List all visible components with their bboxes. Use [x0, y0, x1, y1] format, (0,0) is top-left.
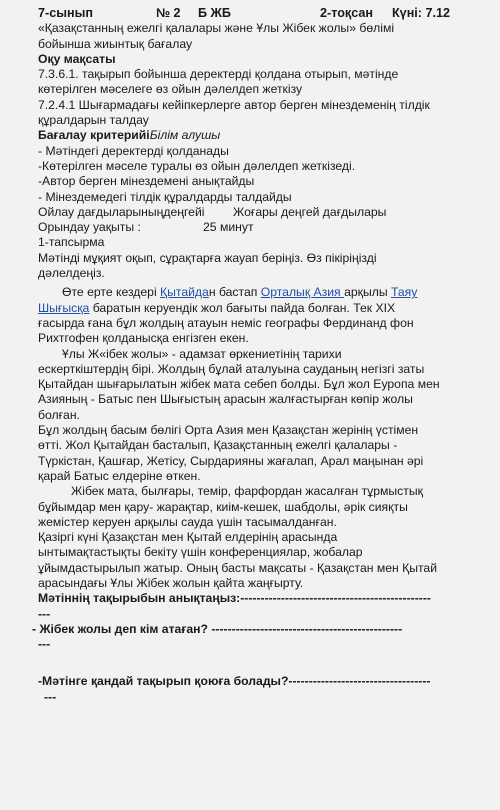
date-label: Күні: 7.12	[392, 6, 451, 20]
answer-line-3[interactable]: ---	[44, 689, 57, 704]
quarter-label: 2-тоқсан	[320, 6, 373, 20]
link-east[interactable]: Шығысқа	[38, 300, 90, 315]
question-3: -Мәтінге қандай тақырып қоюға болады?-----------------------------------	[38, 674, 431, 689]
link-china[interactable]: Қытайда	[160, 285, 209, 300]
grade-label: 7-сынып	[38, 6, 93, 20]
aim-line: 7.3.6.1. тақырып бойынша деректерді қолдана отырып, мәтінде	[38, 67, 399, 82]
title-line-2: бойынша жиынтық бағалау	[38, 36, 193, 51]
time-value: 25 минут	[203, 220, 254, 235]
text-paragraph-3: Бұл жолдың басым бөлігі Орта Азия мен Қазақстан жерінің үстімен	[38, 423, 419, 438]
title-line-1: «Қазақстанның ежелгі қалалары және Ұлы Жібек жолы» бөлімі	[38, 21, 395, 36]
answer-line-1[interactable]: ---	[38, 606, 51, 621]
criteria-item: - Мәтіндегі деректерді қолданады	[38, 143, 229, 158]
criteria-item: -Көтерілген мәселе туралы өз ойын дәлелдеп жеткізеді.	[38, 158, 356, 173]
text-paragraph-4: Жібек мата, былғары, темір, фарфордан жасалған тұрмыстық	[71, 484, 423, 499]
criteria-heading	[38, 128, 470, 143]
text-paragraph-2: Ұлы Ж«ібек жолы» - адамзат өркениетінің тарихи	[62, 346, 342, 361]
assessment-type: Б ЖБ	[198, 6, 231, 20]
task-instruction: Мәтінді мұқият оқып, сұрақтарға жауап беріңіз. Өз пікіріңізді	[38, 250, 377, 265]
criteria-item: - Мінездемедегі тілдік құралдарды талдайды	[38, 189, 292, 204]
levels-value: Жоғары деңгей дағдылары	[233, 204, 387, 219]
duration	[38, 220, 470, 235]
criteria-heading-bold: Бағалау критерийі	[38, 128, 150, 143]
answer-line-2[interactable]: ---	[38, 637, 51, 652]
criteria-heading-italic: Білім алушы	[149, 128, 221, 143]
text-paragraph-5: Қазіргі күні Қазақстан мен Қытай елдерінің арасында	[38, 530, 338, 545]
time-label: Орындау уақыты :	[38, 220, 141, 235]
thinking-levels	[38, 205, 470, 220]
question-1: Мәтіннің тақырыбын анықтаңыз:-----------------------------------------------	[38, 591, 431, 606]
number-label: № 2	[156, 6, 181, 20]
task-instruction: дәлелдеңіз.	[38, 266, 105, 281]
aim-heading: Оқу мақсаты	[38, 51, 116, 66]
criteria-item: -Автор берген мінездемені анықтайды	[38, 174, 255, 189]
aim-line: 7.2.4.1 Шығармадағы кейіпкерлерге автор берген мінездеменің тілдік	[38, 97, 430, 112]
text-paragraph-1: Өте ерте кездері Қытайдан бастап Орталық Азия арқылы Таяу	[62, 285, 418, 300]
aim-line: құралдарын талдау	[38, 113, 149, 128]
question-2: - Жібек жолы деп кім атаған? -----------------------------------------------	[32, 621, 403, 636]
task-title: 1-тапсырма	[38, 235, 105, 250]
worksheet-header	[38, 6, 470, 21]
link-central-asia[interactable]: Орталық Азия	[260, 285, 345, 300]
link-near-east[interactable]: Таяу	[390, 285, 418, 300]
worksheet-page: 7-сынып № 2 Б ЖБ 2-тоқсан Күні: 7.12 «Қазақстанның ежелгі қалалары және Ұлы Жібек жолы» бөлімі бойынша жиынтық бағалау Оқу мақсаты 7.3.6.1. тақырып бойынша деректерді қолдана отырып, мәтінде көтерілген мәселеге өз ойын дәлелдеп жеткізу 7.2.4.1 Шығармадағы кейіпкерлерге автор берген мінездеменің тілдік құралдарын талдау Бағалау критерийіБілім алушы - Мәтіндегі деректерді қолданады -Көтерілген мәселе туралы өз ойын дәлелдеп жеткізеді. -Автор берген мінездемені анықтайды - Мінездемедегі тілдік құралдарды талдайды Ойлау дағдыларыныңдеңгейі Жоғары деңгей дағдылары Орындау уақыты : 25 минут 1-тапсырма Мәтінді мұқият оқып, сұрақтарға жауап беріңіз. Өз пікіріңізді дәлелдеңіз. Өте ерте кездері Қытайдан бастап Орталық Азия арқылы Таяу Шығысқа баратын керуендік жол бағыты пайда болған. Тек XIX ғасырда ғана бұл жолдың атауын неміс географы Фердинанд фон Рихтгофен қолданысқа енгізген екен. Ұлы Ж«ібек жолы» - адамзат өркениетінің тарихи ескерткіштердің бірі. Жолдың бұлай аталуына сауданың негізгі заты Қытайдан шығарылатын жібек мата себеп болды. Бұл жол Еуропа мен Азияның - Батыс пен Шығыстың арасын жалғастырған көпір жолы болған. Бұл жолдың басым бөлігі Орта Азия мен Қазақстан жерінің үстімен өтті. Жол Қытайдан басталып, Қазақстанның ежелгі қалалары - Түркістан, Қашғар, Жетісу, Сырдарияны жағалап, Арал маңынан әрі қарай Батыс елдеріне өткен. Жібек мата, былғары, темір, фарфордан жасалған тұрмыстық бұйымдар мен қару- жарақтар, киім-кешек, шабдолы, әрік сияқты жемістер керуен арқылы сауда үшін тасымалданған. Қазіргі күні Қазақстан мен Қытай елдерінің арасында ынтымақтастықты бекіту үшін конференциялар, жобалар ұйымдастырылып жатыр. Оның басты мақсаты - Қазақстан мен Қытай арасындағы Ұлы Жібек жолын қайта жаңғырту. Мәтіннің тақырыбын анықтаңыз:----------------------------------------------- --- - Жібек жолы деп кім атаған? ----------------------------------------------- --- -Мәтінге қандай тақырып қоюға болады?----------------------------------- ---	[0, 0, 500, 810]
levels-label: Ойлау дағдыларыныңдеңгейі	[38, 204, 205, 219]
aim-line: көтерілген мәселеге өз ойын дәлелдеп жеткізу	[38, 82, 303, 97]
